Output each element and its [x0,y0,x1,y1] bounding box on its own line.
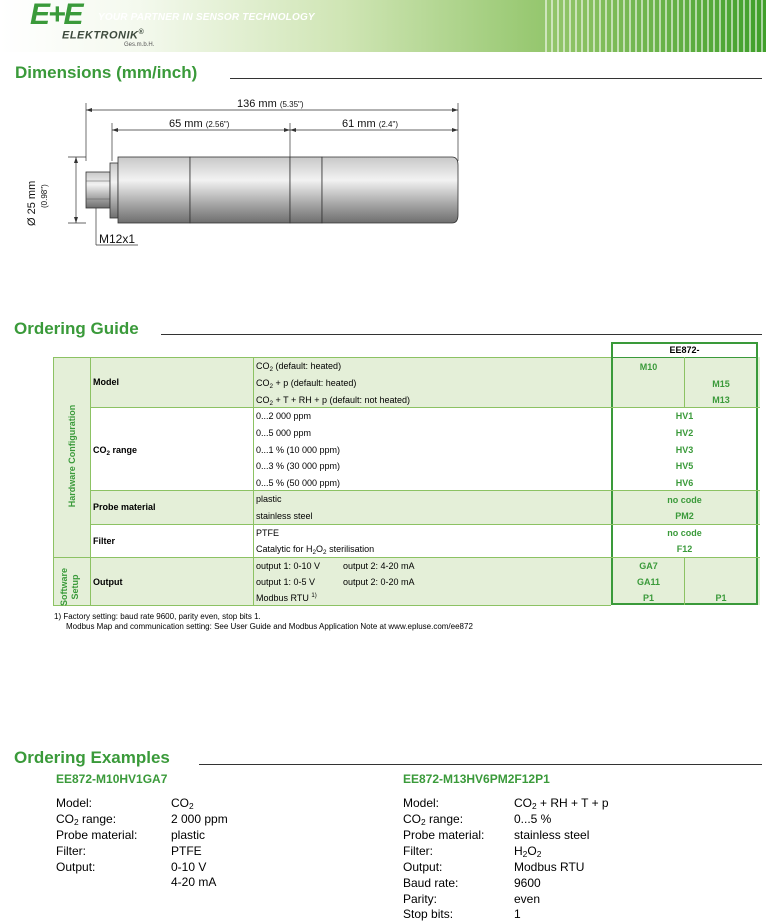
dim-diameter-mm: Ø 25 mm [26,180,38,226]
output-option-1a: output 1: 0-10 V [256,561,321,571]
code-m15: M15 [712,379,730,389]
thread-label: M12x1 [99,232,136,246]
ex1-value-model: $CO_2$ [171,796,194,811]
code-p1-b: P1 [715,593,727,603]
ex1-value-filter: PTFE [171,844,202,858]
connector-nut [86,172,110,208]
dim-diameter-inch: (0.98") [40,184,49,208]
model-option-2: $CO_2 + p$ (default: heated) [256,378,357,390]
dim-right-label [342,118,398,130]
ex2-label-co2-range: $CO_2$ range: [403,812,464,827]
dimensions-title-rule [230,78,762,79]
dim-right-inch: (2.4") [378,120,398,129]
row-label-model: Model [93,377,119,387]
model-option-1: $CO_2$ (default: heated) [256,361,342,373]
dim-diameter-inch-label [38,184,50,208]
ex2-value-baud: 9600 [514,876,541,890]
code-hv6: HV6 [675,478,694,488]
ex2-label-filter: Filter: [403,844,433,858]
dim-diameter-label [26,181,38,226]
row-label-probe-material: Probe material [93,502,156,512]
ex1-value-probe: plastic [171,828,206,842]
ex2-label-baud: Baud rate: [403,876,459,890]
ex1-value-output-2: 4-20 mA [171,875,217,889]
header-stripes [545,0,766,52]
co2-range-option: 0...2 000 ppm [256,411,312,421]
arrow-total-left [86,108,92,112]
footnote-1: 1) Factory setting: baud rate 9600, parity even, stop bits 1. [54,612,261,621]
arrow-left-a [112,128,118,132]
code-f12: F12 [676,544,693,554]
row-rule [53,605,611,606]
row-label-filter: Filter [93,536,116,546]
model-code-prefix: EE872- [669,345,700,355]
output-option-1b: output 2: 4-20 mA [343,561,415,571]
arrow-left-b [284,128,290,132]
dimensions-title: Dimensions (mm/inch) [15,63,198,82]
probe-option-plastic: plastic [256,494,282,504]
row-label-output: Output [93,577,123,587]
row-rule [90,524,760,525]
ex2-value-parity: even [514,892,541,906]
ex2-value-filter: $H_2O_2$ [514,844,542,859]
output-modbus-text: Modbus RTU [256,593,309,603]
code-p1-a: P1 [642,593,654,603]
co2-range-option: 0...1 % (10 000 ppm) [256,445,341,455]
page-header [0,0,766,52]
output-option-modbus [256,593,317,603]
code-hv3: HV3 [675,445,694,455]
ex2-value-probe: stainless steel [514,828,590,842]
probe-ring [290,157,322,223]
brand-name: ELEKTRONIK [62,29,139,42]
example-2-code: EE872-M13HV6PM2F12P1 [403,772,550,786]
code-hv5: HV5 [675,461,694,471]
co2-range-option: 0...5 % (50 000 ppm) [256,478,341,488]
ex1-value-range: 2 000 ppm [171,812,228,826]
probe-body [190,157,290,223]
ordering-guide-title-rule [161,334,762,335]
brand-legal: Ges.m.b.H. [124,42,155,48]
ex2-label-model: Model: [403,796,440,810]
ordering-guide-title: Ordering Guide [14,319,139,338]
brand-logo: E+E [30,0,82,31]
probe-housing [118,157,190,223]
ordering-examples-title-rule [199,764,762,765]
dim-total-mm: 136 mm [237,98,277,110]
code-hv1: HV1 [675,411,694,421]
ex1-value-output-1: 0-10 V [171,860,207,874]
row-label-co2-range: $CO_2$ range [93,445,138,457]
footnote-2: Modbus Map and communication setting: See User Guide and Modbus Application Note at www.epluse.com/ee872 [66,622,473,631]
dim-left-label [169,118,229,130]
brand-wordmark [62,29,144,42]
output-option-2a: output 1: 0-5 V [256,577,316,587]
ex1-label-model: Model: [56,796,93,810]
brand-registered-mark: ® [138,29,145,36]
ex1-label-co2-range: $CO_2$ range: [56,812,117,827]
group-label-software: Software Setup [59,568,80,607]
group-label-hardware: Hardware Configuration [67,404,77,508]
co2-range-option: 0...5 000 ppm [256,428,312,438]
row-rule [53,557,760,558]
filter-option-ptfe: PTFE [256,528,280,538]
code-pm2: PM2 [675,511,694,521]
ordering-examples-title: Ordering Examples [14,748,170,767]
col-rule [53,357,54,605]
probe-option-steel: stainless steel [256,511,313,521]
row-rule [53,357,611,358]
dim-total-label [237,98,304,110]
ex2-label-output: Output: [403,860,443,874]
example-1-code: EE872-M10HV1GA7 [56,772,168,786]
ex2-value-stopbits: 1 [514,907,521,921]
col-rule [253,357,254,605]
col-rule [90,357,91,605]
model-option-3: $CO_2 + T$ + RH + p (default: not heated) [256,395,411,407]
code-no-code-probe: no code [667,495,702,505]
arrow-right-b [452,128,458,132]
code-m13: M13 [712,395,730,405]
code-m10: M10 [639,362,658,372]
ex2-value-range: 0...5 % [514,812,552,826]
footnote-marker: 1) [311,593,317,599]
dim-total-inch: (5.35") [279,100,304,109]
output-option-2b: output 2: 0-20 mA [343,577,415,587]
ex2-value-model: $CO_2$ + RH + T + p [514,796,609,811]
arrow-total-right [452,108,458,112]
ex2-value-output: Modbus RTU [514,860,585,874]
code-ga11: GA11 [636,577,660,587]
ex1-label-filter: Filter: [56,844,86,858]
dim-left-mm: 65 mm [169,118,203,130]
probe-tip [322,157,458,223]
filter-option-catalytic: Catalytic for $H_2O_2$ sterilisation [256,544,375,556]
brand-tagline: YOUR PARTNER IN SENSOR TECHNOLOGY [98,12,315,23]
ex2-label-parity: Parity: [403,892,438,906]
code-ga7: GA7 [639,561,658,571]
ex1-label-output: Output: [56,860,96,874]
row-rule [90,407,760,408]
probe-collar [110,163,118,218]
dim-right-mm: 61 mm [342,118,376,130]
row-rule [90,490,760,491]
ex2-label-stopbits: Stop bits: [403,907,454,921]
dim-left-inch: (2.56") [205,120,230,129]
ex1-label-probe: Probe material: [56,828,138,842]
code-hv2: HV2 [675,428,694,438]
code-no-code-filter: no code [667,528,702,538]
ex2-label-probe: Probe material: [403,828,485,842]
co2-range-option: 0...3 % (30 000 ppm) [256,461,341,471]
dimension-drawing [40,95,480,255]
arrow-right-a [290,128,296,132]
